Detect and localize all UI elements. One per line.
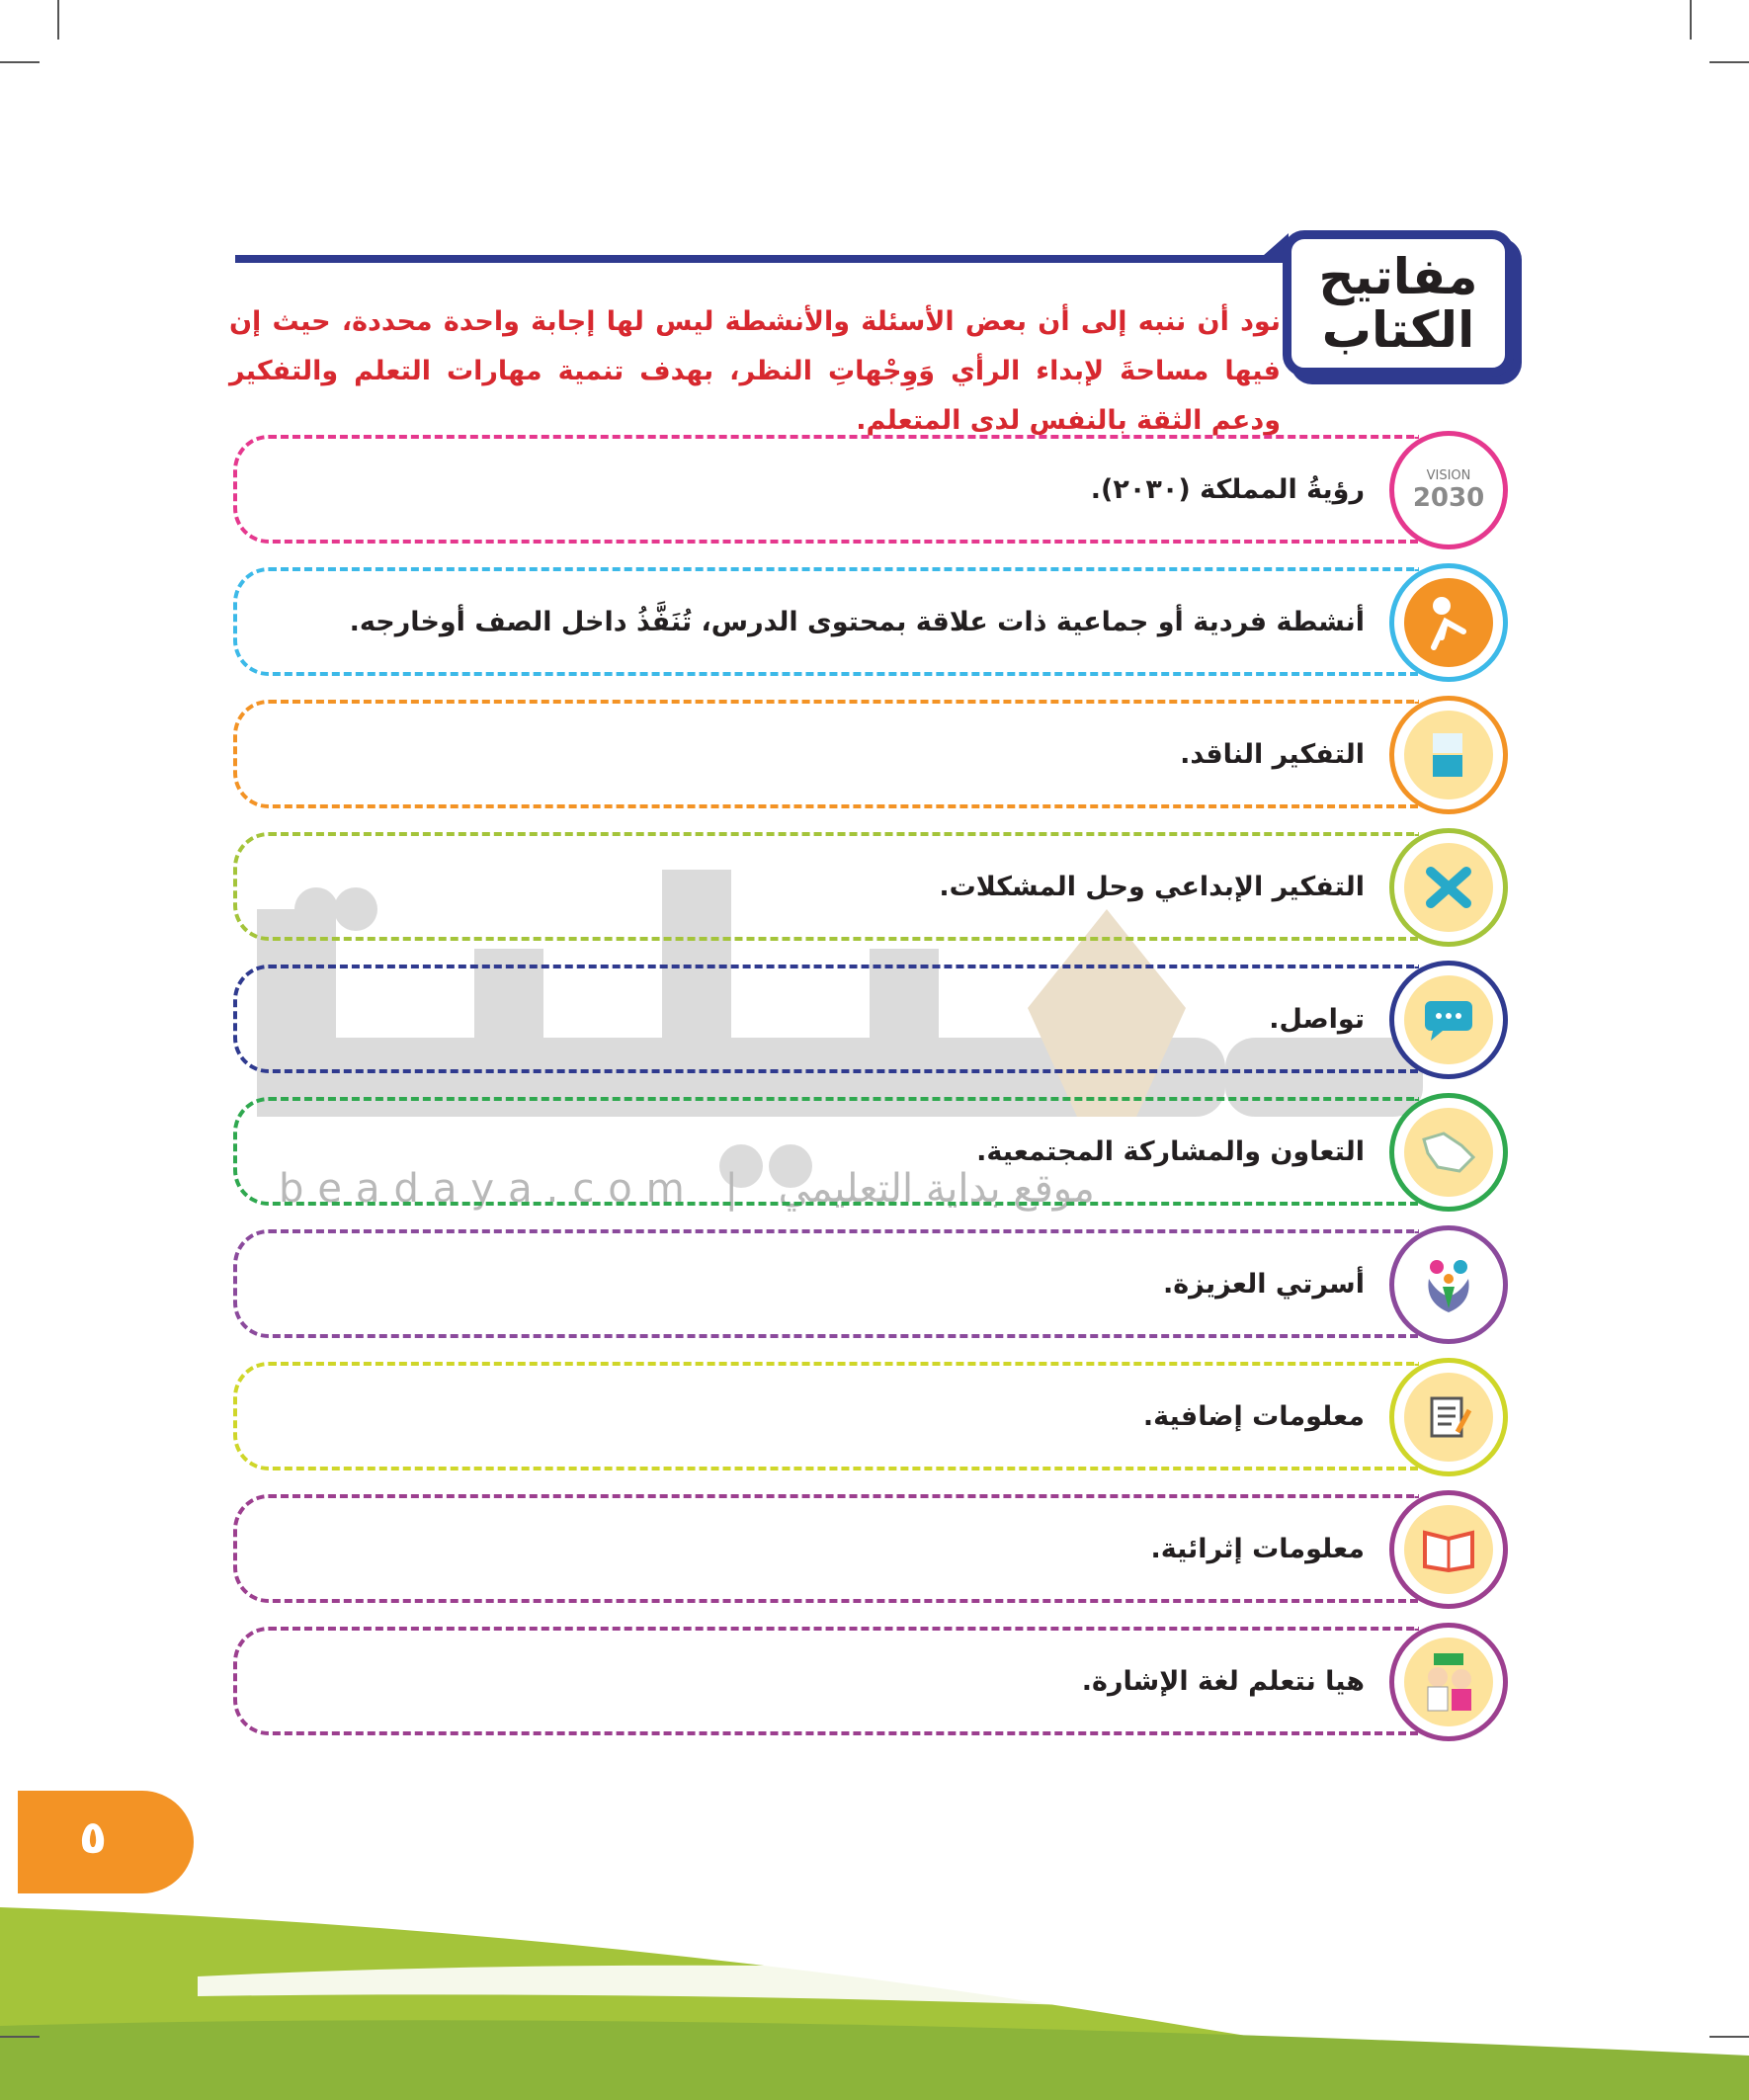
key-label: معلومات إضافية. (1142, 1401, 1365, 1432)
key-row-communication (233, 965, 1508, 1075)
intro-paragraph: نود أن ننبه إلى أن بعض الأسئلة والأنشطة ليس لها إجابة واحدة محددة، حيث إن فيها مساحةَ لإبداء الرأي وَوِجْهاتِ النظر، بهدف تنمية مهارات التعلم والتفكير ودعم الثقة بالنفس لدى المتعلم. (229, 306, 1281, 436)
open-book-icon (1389, 1490, 1508, 1609)
key-row-family (233, 1229, 1508, 1340)
crop-mark (1709, 61, 1749, 63)
footer-green-swoosh (0, 1907, 1749, 2100)
book-keys-title (1283, 230, 1514, 377)
sign-language-icon (1389, 1623, 1508, 1741)
notes-pencil-icon (1389, 1358, 1508, 1476)
key-label: التفكير الإبداعي وحل المشكلات. (939, 872, 1365, 902)
key-label: التعاون والمشاركة المجتمعية. (976, 1136, 1365, 1167)
key-row-creative-thinking (233, 832, 1508, 943)
vision-2030-icon (1389, 431, 1508, 549)
activity-balloon-icon (1389, 563, 1508, 682)
key-label: أسرتي العزيزة. (1162, 1269, 1365, 1300)
watermark-text: beadaya.com | موقع بداية التعليمي (279, 1166, 1095, 1212)
title-line-1: مفاتيح (1318, 248, 1478, 305)
key-label: التفكير الناقد. (1180, 739, 1365, 770)
key-label: رؤيةُ المملكة (٢٠٣٠). (1090, 474, 1365, 505)
key-row-activities (233, 567, 1508, 678)
title-line-2: الكتاب (1321, 301, 1475, 359)
creative-puzzle-icon (1389, 828, 1508, 947)
key-label: هيا نتعلم لغة الإشارة. (1081, 1666, 1365, 1697)
chat-bubble-icon (1389, 961, 1508, 1079)
crop-mark (1690, 0, 1692, 40)
key-row-critical-thinking (233, 700, 1508, 810)
key-row-additional-info (233, 1362, 1508, 1472)
crop-mark (0, 61, 40, 63)
key-label: تواصل. (1269, 1004, 1365, 1035)
key-label: معلومات إثرائية. (1150, 1534, 1365, 1564)
crop-mark (0, 2036, 40, 2038)
header-rule (235, 255, 1292, 263)
saudi-map-icon (1389, 1093, 1508, 1212)
key-row-sign-language (233, 1627, 1508, 1737)
family-icon (1389, 1225, 1508, 1344)
page-number: ٥ (79, 1810, 108, 1864)
key-row-vision (233, 435, 1508, 546)
vision-logo-word: VISION (1426, 467, 1471, 483)
crop-mark (57, 0, 59, 40)
key-row-cooperation (233, 1097, 1508, 1208)
puzzle-icon (1389, 696, 1508, 814)
dashed-frame (233, 965, 1419, 1073)
key-row-enrichment (233, 1494, 1508, 1605)
key-label: أنشطة فردية أو جماعية ذات علاقة بمحتوى الدرس، تُنَفَّذُ داخل الصف أوخارجه. (349, 607, 1365, 637)
vision-logo-year: 2030 (1412, 482, 1485, 513)
crop-mark (1709, 2036, 1749, 2038)
